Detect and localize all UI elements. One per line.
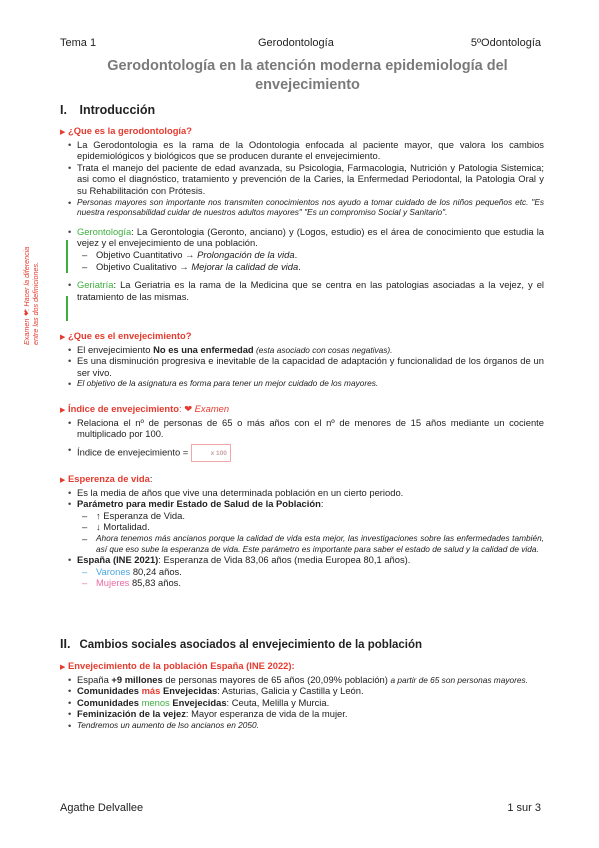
footer-author: Agathe Delvallee	[60, 802, 144, 814]
bullet-text: El envejecimiento	[77, 343, 154, 355]
bold-text: Feminización de la vejez	[77, 708, 186, 720]
heart-icon: ❤	[184, 403, 193, 414]
header-topic: Tema 1	[60, 37, 97, 49]
bullet-text: Relaciona el nº de personas de 65 o más años con el nº de menores de 15 años mediante un cociente multiplicado por 100.	[77, 416, 544, 440]
bullet-text: de personas mayores de 65 años (20,09% población)	[162, 673, 391, 685]
subheading-text: ¿Que es el envejecimiento?	[68, 330, 192, 341]
arrow-icon: ▶	[60, 129, 66, 136]
term-geriatria: Geriatría	[77, 279, 114, 291]
formula-text: x 100	[210, 449, 227, 457]
bullet-text: : Ceuta, Melilla y Murcia.	[226, 696, 330, 708]
highlight-mas: más	[141, 685, 161, 697]
document-title: Gerodontología en la atención moderna epidemiología del envejecimiento	[107, 58, 508, 93]
page-number: 1 sur 3	[507, 802, 541, 814]
gerodontologia-block	[60, 125, 544, 302]
list-item	[68, 162, 544, 197]
list-item: – Mujeres 85,83 años.	[82, 577, 181, 589]
poblacion-block	[60, 660, 544, 732]
bullet-text: : Asturias, Galicia y Castilla y León.	[217, 685, 364, 697]
list-item: – Varones 80,24 años.	[82, 565, 182, 577]
bold-text: España (INE 2021)	[77, 554, 159, 566]
highlight-bar	[66, 240, 68, 273]
header-course: 5ºOdontología	[470, 37, 541, 49]
header-subject: Gerodontología	[258, 37, 334, 49]
bullet-note: El objetivo de la asignatura es forma para tener un mejor cuidado de los mayores.	[77, 378, 379, 389]
subheading-indice: ▶ Índice de envejecimiento : ❤ Examen	[60, 403, 544, 417]
margin-note	[22, 235, 44, 345]
list-item: • Es una disminución progresiva e inevitable de la capacidad de adaptación y funcionalidad de los órganos de un ser vivo.	[68, 355, 544, 378]
list-item: • Índice de envejecimiento = x 100	[68, 444, 544, 462]
bold-text: Envejecidas	[169, 696, 227, 708]
arrow-icon: ▶	[60, 664, 66, 671]
list-item: • Parámetro para medir Estado de Salud de la Población:	[68, 498, 324, 510]
arrow-icon: ▶	[60, 334, 66, 341]
highlight-bar	[66, 296, 68, 321]
bullet-text: España	[77, 673, 112, 685]
value-mujeres: 85,83 años.	[129, 577, 181, 589]
esperanza-block	[60, 473, 544, 589]
bullet-note: Personas mayores son importante nos transmiten conocimientos nos ayudo a tomar cuidado de los niños pequeños etc. "Es nuestra responsabilidad cuidar de nuestros adultos mayores" "Es un compromiso Social y Sanitario".	[77, 196, 544, 218]
bullet-icon: •	[68, 225, 72, 237]
list-item: – ↑ Esperanza de Vida.	[82, 509, 185, 521]
definition-geriatria: : La Geriatria es la rama de la Medicina que se centra en las patologias asociadas a la vejez, y el tratamiento de las mismas.	[77, 279, 544, 302]
subheading-gerodontologia	[60, 125, 544, 139]
bold-text: Parámetro para medir Estado de Salud de la Población	[77, 498, 321, 510]
list-item: – Objetivo Cuantitativo → Prolongación de la vida.	[82, 248, 298, 260]
list-item: • Es la media de años que vive una determinada población en un cierto periodo.	[68, 487, 544, 499]
note-text: a partir de 65 son personas mayores.	[390, 674, 528, 685]
bold-text: Envejecidas	[160, 685, 218, 697]
list-item: • El envejecimiento No es una enfermedad (esta asociado con cosas negativas).	[68, 343, 393, 355]
bullet-text: La Gerodontologia es la rama de la Odontologia enfocada al paciente mayor, que valora los cambios epidemiológicos y biológicos que se producen durante el envejecimiento.	[77, 138, 544, 162]
bold-text: Comunidades	[77, 685, 142, 697]
list-item: – ↓ Mortalidad.	[82, 521, 150, 533]
bullet-icon: •	[68, 279, 72, 291]
dash-text: ↑ Esperanza de Vida.	[96, 509, 185, 521]
bullet-note: Tendremos un aumento de lso ancianos en 2050.	[77, 719, 259, 730]
bullet-icon: •	[68, 138, 72, 150]
arrow-icon: ▶	[60, 477, 66, 484]
subheading-esperanza: ▶ Esperenza de vida :	[60, 473, 544, 487]
formula-image	[191, 444, 231, 462]
list-item	[68, 197, 544, 218]
section-1-title: Introducción	[79, 103, 156, 117]
arrow-icon: ▶	[60, 407, 66, 414]
list-item: • Tendremos un aumento de lso ancianos en 2050.	[68, 720, 544, 732]
list-item: • España +9 millones de personas mayores de 65 años (20,09% población) a partir de 65 son personas mayores.	[68, 673, 528, 685]
list-item	[68, 226, 544, 249]
bullet-text: Índice de envejecimiento =	[77, 446, 191, 458]
definition-gerontologia: : La Gerontologia (Geronto, anciano) y (Logos, estudio) es el área de conocimiento que estudia la vejez y el envejecimiento de una población.	[77, 225, 544, 249]
section-2-heading	[60, 637, 422, 651]
list-item: – Ahora tenemos más ancianos porque la calidad de vida esta mejor, las investigaciones sobre las enfermedades también, así que eso sube la esperanza de vida. Este parámetro es importante para saber el estado de salud y la calidad de vida.	[82, 532, 544, 554]
subheading-text: Envejecimiento de la población España (INE 2022)	[68, 660, 292, 671]
list-item: – Objetivo Cualitativo → Mejorar la calidad de vida.	[82, 260, 301, 272]
page-header	[60, 37, 541, 51]
value-varones: 80,24 años.	[130, 565, 182, 577]
subheading-text: Índice de envejecimiento	[68, 403, 179, 414]
bullet-icon: •	[68, 196, 72, 208]
bullet-text: Es la media de años que vive una determinada población en un cierto periodo.	[77, 486, 404, 498]
bullet-icon: •	[68, 161, 72, 173]
bullet-text: Es una disminución progresiva e inevitable de la capacidad de adaptación y funcionalidad de los órganos de un ser vivo.	[77, 355, 544, 378]
list-item	[68, 279, 544, 302]
list-item	[68, 139, 544, 162]
bullet-text: : Esperanza de Vida 83,06 años (media Europea 80,1 años).	[158, 554, 411, 566]
list-item: • El objetivo de la asignatura es forma para tener un mejor cuidado de los mayores.	[68, 378, 544, 390]
section-2-number: II.	[60, 637, 71, 651]
subheading-envejecimiento	[60, 330, 544, 344]
dash-note: Ahora tenemos más ancianos porque la calidad de vida esta mejor, las investigaciones sobre las enfermedades también, así que eso sube la esperanza de vida. Este parámetro es importante para saber el estado de salud y la calidad de vida.	[96, 532, 544, 554]
indice-block	[60, 403, 544, 462]
bullet-text: : Mayor esperanza de vida de la mujer.	[185, 708, 348, 720]
label-mujeres: Mujeres	[96, 577, 130, 589]
objective-value: Mejorar la calidad de vida	[191, 260, 299, 272]
envejecimiento-block	[60, 330, 544, 390]
section-1-heading	[60, 103, 155, 117]
list-item: • Comunidades menos Envejecidas: Ceuta, Melilla y Murcia.	[68, 696, 330, 708]
label-varones: Varones	[96, 565, 131, 577]
exam-tag: Examen	[194, 403, 230, 414]
bullet-text: Trata el manejo del paciente de edad avanzada, su Psicologia, Farmacologia, Nutrición y Patologia Sistemica; asi como el diagnóstico, tratamiento y prevención de la Caries, la Enfermedad Periodontal, la Patologia Oral y su Rehabilitación con Prótesis.	[77, 161, 544, 196]
note-text: (esta asociado con cosas negativas).	[253, 344, 393, 355]
objective-label: Objetivo Cuantitativo →	[96, 248, 198, 260]
list-item: • Comunidades más Envejecidas: Asturias, Galicia y Castilla y León.	[68, 685, 364, 697]
section-1-number: I.	[60, 103, 67, 117]
dash-text: ↓ Mortalidad.	[96, 521, 150, 533]
objective-label: Objetivo Cualitativo →	[96, 260, 192, 272]
list-item: • Relaciona el nº de personas de 65 o más años con el nº de menores de 15 años mediante un cociente multiplicado por 100.	[68, 416, 544, 440]
term-gerontologia: Gerontología	[77, 225, 132, 237]
section-2-title: Cambios sociales asociados al envejecimiento de la población	[79, 639, 423, 651]
subheading-poblacion: ▶ Envejecimiento de la población España (INE 2022) :	[60, 660, 544, 674]
objective-value: Prolongación de la vida	[197, 248, 295, 260]
highlight-menos: menos	[141, 696, 170, 708]
subheading-text: ¿Que es la gerodontología?	[68, 125, 192, 136]
bold-text: Comunidades	[77, 696, 142, 708]
bold-text: No es una enfermedad	[153, 343, 254, 355]
subheading-text: Esperenza de vida	[68, 473, 150, 484]
list-item: • España (INE 2021): Esperanza de Vida 83,06 años (media Europea 80,1 años).	[68, 554, 411, 566]
margin-note-text: Examen ❤: Hacer la diferencia entre las dos definiciones.	[22, 246, 40, 345]
list-item: • Feminización de la vejez: Mayor esperanza de vida de la mujer.	[68, 708, 348, 720]
bold-text: +9 millones	[111, 673, 163, 685]
